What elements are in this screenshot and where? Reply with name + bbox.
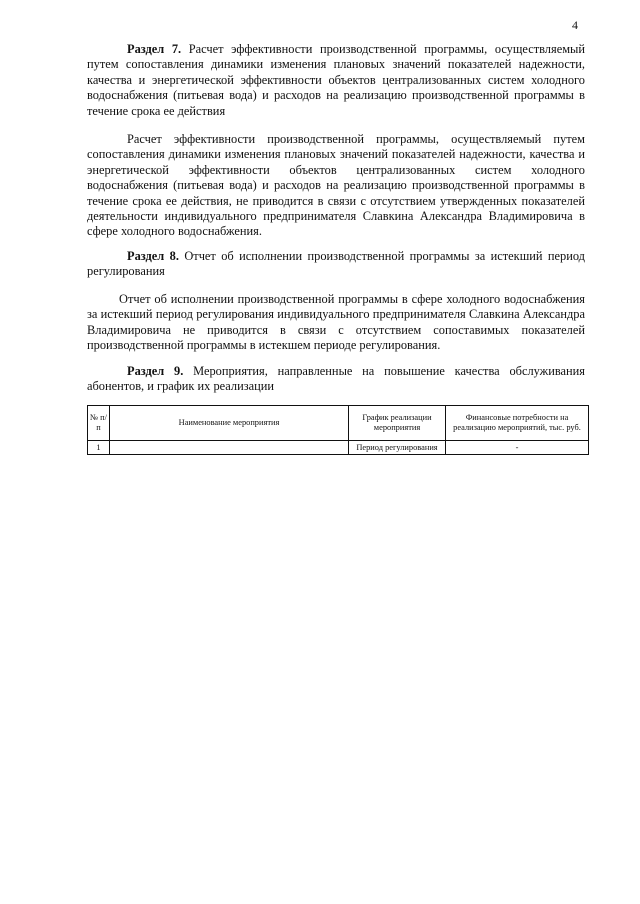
section-8-paragraph: Отчет об исполнении производственной программы в сфере холодного водоснабжения за истекший период регулирования индивидуального предпринимателя Славкина Александра Владимировича не приводится в связи с отсутствием сопоставимых показателей производственной программы в истекшем периоде регулирования. xyxy=(87,292,585,353)
section-8-body xyxy=(87,292,585,354)
section-8-heading xyxy=(87,249,585,280)
section-9-title: Мероприятия, направленные на повышение качества обслуживания абонентов, и график их реализации xyxy=(87,364,585,394)
header-finance: Финансовые потребности на реализацию мероприятий, тыс. руб. xyxy=(446,406,589,441)
header-name: Наименование мероприятия xyxy=(110,406,349,441)
section-8-label: Раздел 8. xyxy=(127,249,179,263)
cell-schedule: Период регулирования xyxy=(349,441,446,455)
measures-table-wrapper xyxy=(87,405,588,455)
section-7-heading xyxy=(87,42,585,119)
header-schedule: График реализации мероприятия xyxy=(349,406,446,441)
header-num: № п/п xyxy=(88,406,110,441)
section-7-paragraph: Расчет эффективности производственной программы, осуществляемый путем сопоставления динамики изменения плановых значений показателей надежности, качества и энергетической эффективности объектов централизованных систем холодного водоснабжения (питьевая вода) и расходов на реализацию производственной программы в течение срока ее действия, не приводится в связи с отсутствием утвержденных показателей деятельности индивидуального предпринимателя Славкина Александра Владимировича в сфере холодного водоснабжения. xyxy=(87,132,585,239)
table-row xyxy=(88,441,589,455)
cell-num: 1 xyxy=(88,441,110,455)
cell-name xyxy=(110,441,349,455)
section-9-label: Раздел 9. xyxy=(127,364,184,378)
table-header-row xyxy=(88,406,589,441)
measures-table xyxy=(87,405,589,455)
section-7-title: Расчет эффективности производственной программы, осуществляемый путем сопоставления динамики изменения плановых значений показателей надежности, качества и энергетической эффективности объектов централизованных систем холодного водоснабжения (питьевая вода) и расходов на реализацию производственной программы в течение срока ее действия xyxy=(87,42,585,118)
cell-finance: - xyxy=(446,441,589,455)
section-8-title: Отчет об исполнении производственной программы за истекший период регулирования xyxy=(87,249,585,279)
page-number: 4 xyxy=(572,18,578,32)
section-7-label: Раздел 7. xyxy=(127,42,182,56)
section-7-body xyxy=(87,132,585,240)
section-9-heading xyxy=(87,364,585,395)
